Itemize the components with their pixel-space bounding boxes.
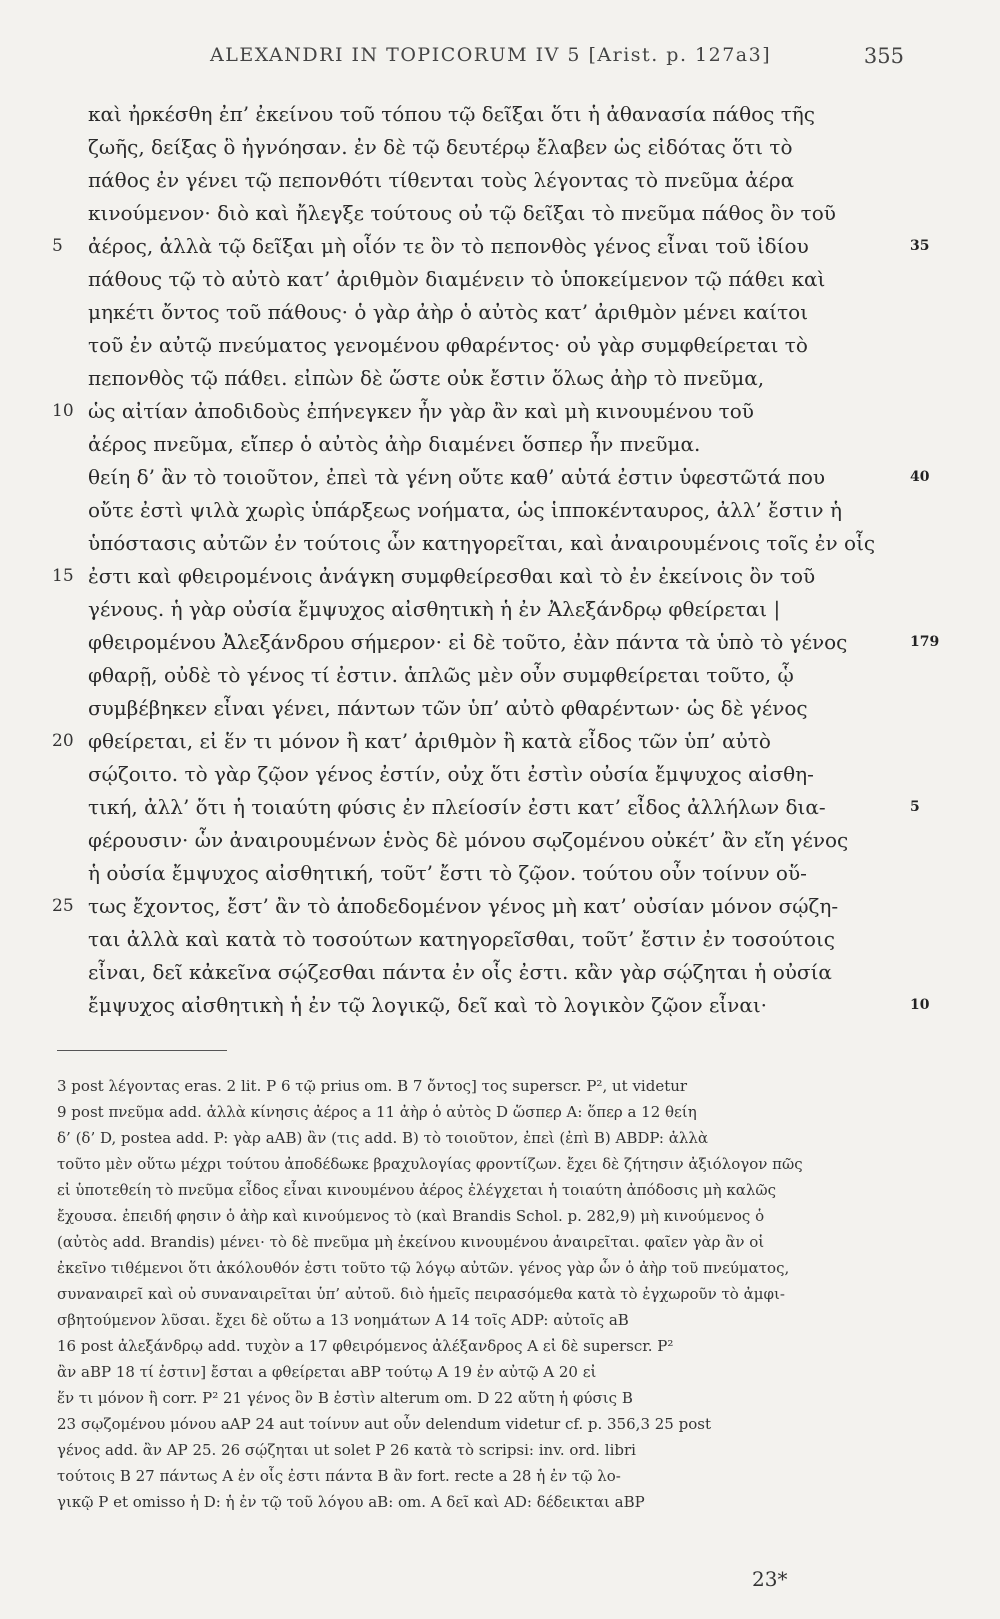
text-line: μηκέτι ὄντος τοῦ πάθους· ὁ γὰρ ἀὴρ ὁ αὐτὸς κατ’ ἀριθμὸν μένει καίτοι [88, 300, 809, 324]
text-line: φθειρομένου Ἀλεξάνδρου σήμερον· εἰ δὲ τοῦτο, ἐὰν πάντα τὰ ὑπὸ τὸ γένος [88, 630, 848, 654]
margin-reference-number: 179 [910, 634, 940, 650]
text-line: συμβέβηκεν εἶναι γένει, πάντων τῶν ὑπ’ αὐτὸ φθαρέντων· ὡς δὲ γένος [88, 696, 808, 720]
apparatus-line: 16 post ἀλεξάνδρῳ add. τυχὸν a 17 φθειρόμενος ἀλέξανδρος A εἰ δὲ superscr. P² [57, 1337, 674, 1355]
apparatus-line: ἕν τι μόνον ἢ corr. P² 21 γένος ὂν B ἐστὶν alterum om. D 22 αὕτη ἡ φύσις B [57, 1389, 633, 1407]
text-line: καὶ ἠρκέσθη ἐπ’ ἐκείνου τοῦ τόπου τῷ δεῖξαι ὅτι ἡ ἀθανασία πάθος τῆς [88, 102, 815, 126]
text-line: γένους. ἡ γὰρ οὐσία ἔμψυχος αἰσθητικὴ ἡ ἐν Ἀλεξάνδρῳ φθείρεται | [88, 597, 781, 621]
footnote-rule [57, 1050, 227, 1051]
running-head: ALEXANDRI IN TOPICORUM IV 5 [Arist. p. 127a3] [210, 44, 772, 66]
text-line: πάθος ἐν γένει τῷ πεπονθότι τίθενται τοὺς λέγοντας τὸ πνεῦμα ἀέρα [88, 168, 795, 192]
apparatus-line: τούτοις B 27 πάντως A ἐν οἷς ἐστι πάντα B ἂν fort. recte a 28 ἡ ἐν τῷ λο- [57, 1467, 621, 1485]
apparatus-line: 9 post πνεῦμα add. ἀλλὰ κίνησις ἀέρος a 11 ἀὴρ ὁ αὐτὸς D ὥσπερ A: ὅπερ a 12 θείη [57, 1103, 697, 1121]
line-number: 5 [52, 236, 63, 256]
text-line: σῴζοιτο. τὸ γὰρ ζῷον γένος ἐστίν, οὐχ ὅτι ἐστὶν οὐσία ἔμψυχος αἰσθη- [88, 762, 814, 786]
text-line: τοῦ ἐν αὐτῷ πνεύματος γενομένου φθαρέντος· οὐ γὰρ συμφθείρεται τὸ [88, 333, 808, 357]
text-line: ἐστι καὶ φθειρομένοις ἀνάγκη συμφθείρεσθαι καὶ τὸ ἐν ἐκείνοις ὂν τοῦ [88, 564, 816, 588]
text-line: πάθους τῷ τὸ αὐτὸ κατ’ ἀριθμὸν διαμένειν τὸ ὑποκείμενον τῷ πάθει καὶ [88, 267, 826, 291]
text-line: κινούμενον· διὸ καὶ ἤλεγξε τούτους οὐ τῷ δεῖξαι τὸ πνεῦμα πάθος ὂν τοῦ [88, 201, 836, 225]
apparatus-line: δ’ (δ’ D, postea add. P: γὰρ aAB) ἂν (τις add. B) τὸ τοιοῦτον, ἐπεὶ (ἐπὶ B) ABDP: ἀλλὰ [57, 1129, 709, 1147]
apparatus-line: εἰ ὑποτεθείη τὸ πνεῦμα εἶδος εἶναι κινουμένου ἀέρος ἐλέγχεται ἡ τοιαύτη ἀπόδοσις μὴ καλῶς [57, 1181, 776, 1199]
text-line: εἶναι, δεῖ κἀκεῖνα σῴζεσθαι πάντα ἐν οἷς ἐστι. κἂν γὰρ σῴζηται ἡ οὐσία [88, 960, 832, 984]
text-line: ἀέρος, ἀλλὰ τῷ δεῖξαι μὴ οἷόν τε ὂν τὸ πεπονθὸς γένος εἶναι τοῦ ἰδίου [88, 234, 809, 258]
text-line: ζωῆς, δείξας ὃ ἠγνόησαν. ἐν δὲ τῷ δευτέρῳ ἔλαβεν ὡς εἰδότας ὅτι τὸ [88, 135, 793, 159]
signature-mark: 23* [752, 1567, 788, 1591]
apparatus-line: 23 σῳζομένου μόνου aAP 24 aut τοίνυν aut οὖν delendum videtur cf. p. 356,3 25 post [57, 1415, 711, 1433]
text-line: ἔμψυχος αἰσθητικὴ ἡ ἐν τῷ λογικῷ, δεῖ καὶ τὸ λογικὸν ζῷον εἶναι· [88, 993, 768, 1017]
margin-reference-number: 10 [910, 997, 930, 1013]
text-line: θείη δ’ ἂν τὸ τοιοῦτον, ἐπεὶ τὰ γένη οὔτε καθ’ αὑτά ἐστιν ὑφεστῶτά που [88, 465, 826, 489]
apparatus-line: ἐκεῖνο τιθέμενοι ὅτι ἀκόλουθόν ἐστι τοῦτο τῷ λόγῳ αὐτῶν. γένος γὰρ ὧν ὁ ἀὴρ τοῦ πνεύματος, [57, 1259, 790, 1277]
page-number: 355 [863, 44, 904, 68]
margin-reference-number: 5 [910, 799, 920, 815]
apparatus-line: (αὐτὸς add. Brandis) μένει· τὸ δὲ πνεῦμα μὴ ἐκείνου κινουμένου ἀναιρεῖται. φαῖεν γὰρ ἂν οἱ [57, 1233, 765, 1251]
margin-reference-number: 40 [910, 469, 930, 485]
text-line: φέρουσιν· ὧν ἀναιρουμένων ἑνὸς δὲ μόνου σῳζομένου οὐκέτ’ ἂν εἴη γένος [88, 828, 849, 852]
apparatus-line: γένος add. ἂν AP 25. 26 σῴζηται ut solet P 26 κατὰ τὸ scripsi: inv. ord. libri [57, 1441, 636, 1459]
text-line: φθαρῇ, οὐδὲ τὸ γένος τί ἐστιν. ἁπλῶς μὲν οὖν συμφθείρεται τοῦτο, ᾧ [88, 663, 794, 687]
apparatus-line: ἔχουσα. ἐπειδή φησιν ὁ ἀὴρ καὶ κινούμενος τὸ (καὶ Brandis Schol. p. 282,9) μὴ κινούμενος ὁ [57, 1207, 765, 1225]
text-line: ἀέρος πνεῦμα, εἴπερ ὁ αὐτὸς ἀὴρ διαμένει ὅσπερ ἦν πνεῦμα. [88, 432, 701, 456]
margin-reference-number: 35 [910, 238, 930, 254]
apparatus-line: ἂν aBP 18 τί ἐστιν] ἔσται a φθείρεται aBP τούτῳ A 19 ἐν αὐτῷ A 20 εἰ [57, 1363, 597, 1381]
text-line: οὔτε ἐστὶ ψιλὰ χωρὶς ὑπάρξεως νοήματα, ὡς ἱπποκένταυρος, ἀλλ’ ἔστιν ἡ [88, 498, 842, 522]
apparatus-line: σβητούμενον λῦσαι. ἔχει δὲ οὕτω a 13 νοημάτων A 14 τοῖς ADP: αὐτοῖς aB [57, 1311, 629, 1329]
text-line: πεπονθὸς τῷ πάθει. εἰπὼν δὲ ὥστε οὐκ ἔστιν ὅλως ἀὴρ τὸ πνεῦμα, [88, 366, 765, 390]
text-line: ἡ οὐσία ἔμψυχος αἰσθητική, τοῦτ’ ἔστι τὸ ζῷον. τούτου οὖν τοίνυν οὕ- [88, 861, 807, 885]
apparatus-line: γικῷ P et omisso ἡ D: ἡ ἐν τῷ τοῦ λόγου aB: om. A δεῖ καὶ AD: δέδεικται aBP [57, 1493, 645, 1511]
line-number: 25 [52, 896, 74, 916]
apparatus-line: συναναιρεῖ καὶ οὐ συναναιρεῖται ὑπ’ αὐτοῦ. διὸ ἡμεῖς πειρασόμεθα κατὰ τὸ ἐγχωροῦν τὸ ἀμφι- [57, 1285, 785, 1303]
line-number: 10 [52, 401, 74, 421]
apparatus-line: τοῦτο μὲν οὕτω μέχρι τούτου ἀποδέδωκε βραχυλογίας φροντίζων. ἔχει δὲ ζήτησιν ἀξιόλογον πῶς [57, 1155, 803, 1173]
page-header [0, 44, 1000, 76]
line-number: 20 [52, 731, 74, 751]
line-number: 15 [52, 566, 74, 586]
text-line: τική, ἀλλ’ ὅτι ἡ τοιαύτη φύσις ἐν πλείοσίν ἐστι κατ’ εἶδος ἀλλήλων δια- [88, 795, 826, 819]
text-line: ὑπόστασις αὐτῶν ἐν τούτοις ὧν κατηγορεῖται, καὶ ἀναιρουμένοις τοῖς ἐν οἷς [88, 531, 876, 555]
text-line: φθείρεται, εἰ ἕν τι μόνον ἢ κατ’ ἀριθμὸν ἢ κατὰ εἶδος τῶν ὑπ’ αὐτὸ [88, 729, 771, 753]
text-line: ται ἀλλὰ καὶ κατὰ τὸ τοσούτων κατηγορεῖσθαι, τοῦτ’ ἔστιν ἐν τοσούτοις [88, 927, 835, 951]
text-line: ὡς αἰτίαν ἀποδιδοὺς ἐπήνεγκεν ἦν γὰρ ἂν καὶ μὴ κινουμένου τοῦ [88, 399, 754, 423]
text-line: τως ἔχοντος, ἔστ’ ἂν τὸ ἀποδεδομένον γένος μὴ κατ’ οὐσίαν μόνον σῴζη- [88, 894, 839, 918]
apparatus-line: 3 post λέγοντας eras. 2 lit. P 6 τῷ prius om. B 7 ὄντος] τος superscr. P², ut videtur [57, 1077, 688, 1095]
